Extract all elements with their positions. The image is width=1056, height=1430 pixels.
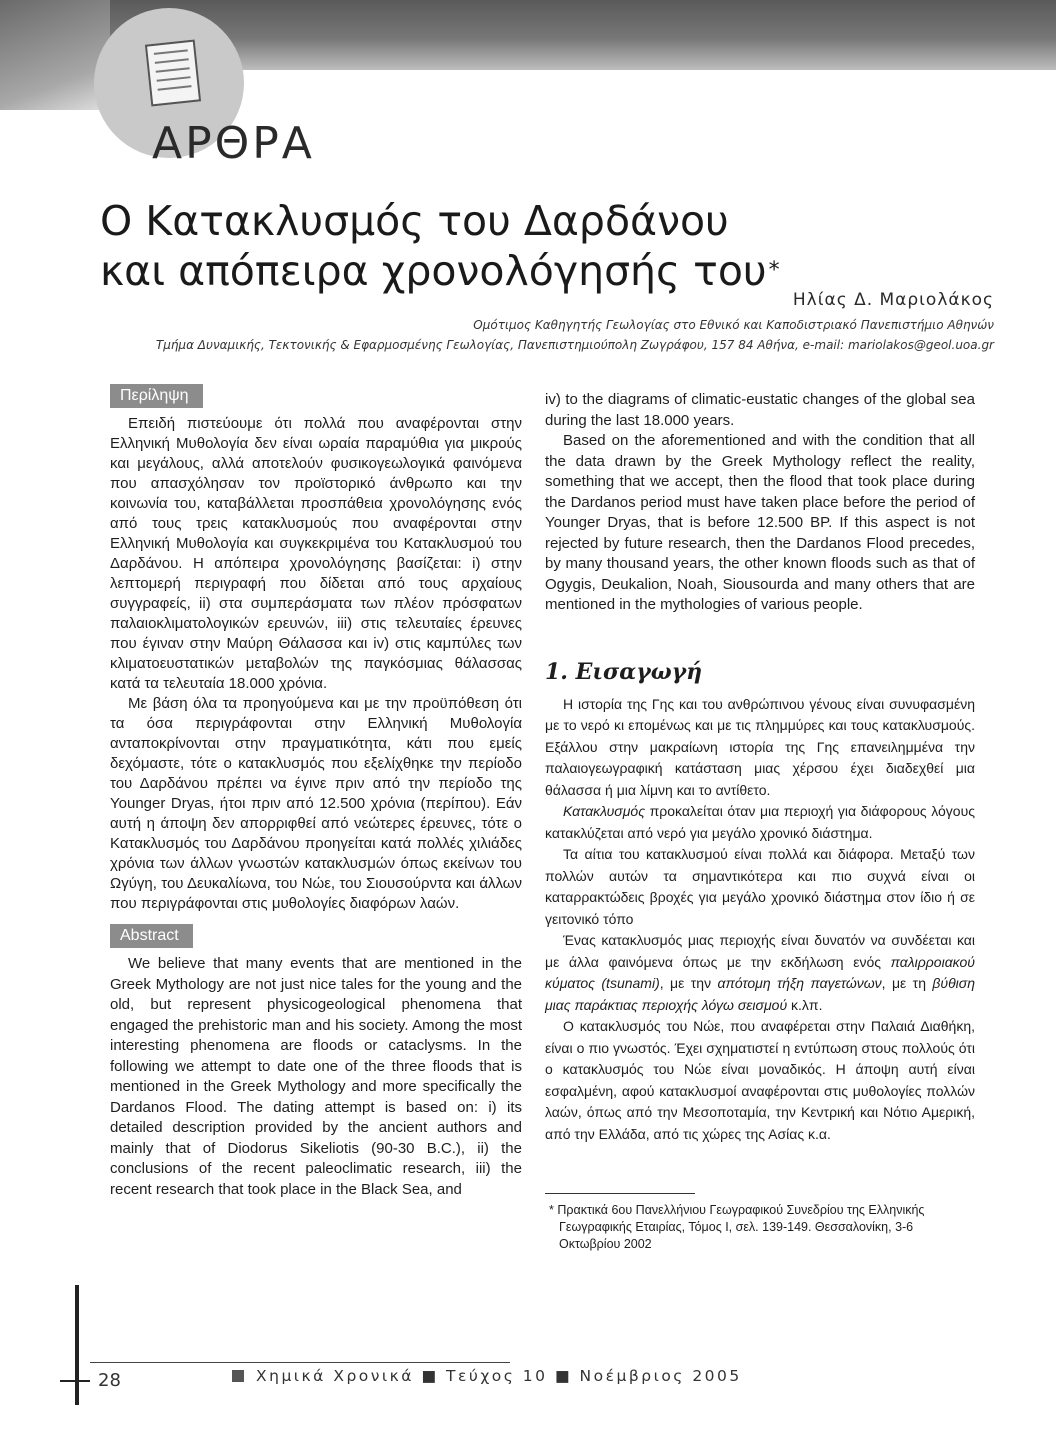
abstract-paragraph-1-cont: iv) to the diagrams of climatic-eustatic changes of the global sea during the last 18.000 years. <box>545 391 975 429</box>
intro-body <box>545 694 975 1146</box>
footer-square-icon <box>232 1370 244 1382</box>
left-column <box>110 384 522 1200</box>
right-column <box>545 390 975 1253</box>
section-label: ΑΡΘΡΑ <box>152 118 315 169</box>
margin-bar <box>75 1285 79 1405</box>
author-name: Ηλίας Δ. Μαριολάκος <box>792 290 994 310</box>
journal-footer: Χημικά Χρονικά ■ Τεύχος 10 ■ Νοέμβριος 2005 <box>256 1367 742 1385</box>
abstract-continued <box>545 390 975 616</box>
author-affiliation-2: Τμήμα Δυναμικής, Τεκτονικής & Εφαρμοσμένης Γεωλογίας, Πανεπιστημιούπολη Ζωγράφου, 157 84 Αθήνα, e-mail: mariolakos@geol.uoa.gr <box>155 338 994 352</box>
title-footnote-mark: * <box>768 258 780 283</box>
intro-paragraph-1: Η ιστορία της Γης και του ανθρώπινου γένους είναι συνυφασμένη με το νερό κι επομένως και με τις πλημμύρες και τους κατακλυσμούς. Εξάλλου στην μακραίωνη ιστορία της Γης επανειλημμένα την παλαιογεωγραφική κατάσταση μιας χέρσου έχει διαδεχθεί μια θάλασσα ή μια λίμνη και το αντίθετο. <box>545 695 975 798</box>
intro-paragraph-2-text: προκαλείται όταν μια περιοχή για διάφορους λόγους κατακλύζεται από νερό για μεγάλο χρονικό διάστημα. <box>545 803 975 841</box>
p4-text-a: Ένας κατακλυσμός μιας περιοχής είναι δυνατόν να συνδέεται και με άλλα φαινόμενα όπως με την εκδήλωση ενός <box>545 932 975 970</box>
intro-paragraph-3: Τα αίτια του κατακλυσμού είναι πολλά και διάφορα. Μεταξύ των πολλών αυτών τα σημαντικότερα και πιο συχνά είναι οι καταρρακτώδεις βροχές για μεγάλο χρονικό διάστημα στον ίδιο ή σε γειτονικό τόπο <box>545 846 975 927</box>
p4-emph-3: βύθιση μιας παράκτιας περιοχής λόγω σεισμού <box>545 975 976 1013</box>
article-title <box>100 196 800 296</box>
p4-text-c: , με τη <box>881 975 933 991</box>
footnote: * Πρακτικά 6ου Πανελλήνιου Γεωγραφικού Συνεδρίου της Ελληνικής Γεωγραφικής Εταιρίας, Τόμος Ι, σελ. 139-149. Θεσσαλονίκη, 3-6 Οκτωβρίου 2002 <box>549 1203 925 1251</box>
summary-paragraph-2: Με βάση όλα τα προηγούμενα και με την προϋπόθεση ότι τα όσα περιγράφονται στην Ελληνική Μυθολογία ανταποκρίνονται στην πραγματικότητα, κάτι που εμείς δεχόμαστε, τότε ο κατακλυσμός που εξελίχθηκε την περίοδο του Δαρδάνου πρέπει να έγινε πριν από την περίοδο της Younger Dryas, ήτοι πριν από 12.500 χρόνια (περίπου). Εάν αυτή η άποψη δεν απορριφθεί από νεώτερες έρευνες, τότε ο Κατακλυσμός του Δαρδάνου προηγείται κατά πολλές χιλιάδες χρόνια των άλλων γνωστών κατακλυσμών όπως εκείνων του Ωγύγη, του Δευκαλίωνα, του Νώε, του Σιουσούρντα και άλλων που περιγράφονται στις μυθολογίες διαφόρων λαών. <box>110 695 522 912</box>
p4-emph-1: παλιρροιακού κύματος (tsunami) <box>545 953 975 991</box>
abstract-paragraph-2: Based on the aforementioned and with the condition that all the data drawn by the Greek Mythology reflect the reality, something that we accept, then the flood that took place during the Dardanos period must have taken place before the period of Younger Dryas, that is before 12.500 BP. If this aspect is not rejected by future research, then the Dardanos Flood precedes, by many thousand years, the other known floods such as that of Ogygis, Deukalion, Noah, Siousourda and many others that are mentioned in the mythologies of various people. <box>545 432 975 613</box>
abstract-label: Abstract <box>110 924 193 948</box>
author-affiliation-1: Ομότιμος Καθηγητής Γεωλογίας στο Εθνικό και Καποδιστριακό Πανεπιστήμιο Αθηνών <box>473 318 994 332</box>
summary-label: Περίληψη <box>110 384 203 408</box>
p4-text-d: κ.λπ. <box>787 996 823 1013</box>
title-line-1: Ο Κατακλυσμός του Δαρδάνου <box>100 197 729 245</box>
summary-paragraph-1: Επειδή πιστεύουμε ότι πολλά που αναφέρονται στην Ελληνική Μυθολογία δεν είναι ωραία παραμύθια για μικρούς και μεγάλους, αλλά αποτελούν φυσικογεωλογικά φαινόμενα που απασχόλησαν τον προϊστορικό άνθρωπο και την κοινωνία του, καταβάλλεται προσπάθεια χρονολόγησης ενός από τους τρεις κατακλυσμούς που αναφέρονται στην Ελληνική Μυθολογία και συγκεκριμένα του Κατακλυσμού του Δαρδάνου. Η απόπειρα χρονολόγησης βασίζεται: i) στην λεπτομερή περιγραφή που δίδεται από τους αρχαίους συγγραφείς, ii) στα συμπεράσματα των πλέον πρόσφατων παλαιοκλιματολογικών ερευνών, iii) στις τελευταίες έρευνες που έγιναν στην Μαύρη Θάλασσα και iv) στις καμπύλες των κλιματοευστατικών μεταβολών της παγκόσμιας θάλασσας κατά τα τελευταία 18.000 χρόνια. <box>110 415 522 692</box>
intro-heading: 1. Εισαγωγή <box>545 658 703 685</box>
intro-paragraph-5: Ο κατακλυσμός του Νώε, που αναφέρεται στην Παλαιά Διαθήκη, είναι ο πιο γνωστός. Έχει σχηματιστεί η εντύπωση στους πολλούς ότι ο κατακλυσμός του Νώε είναι μοναδικός. Η άποψη αυτή είναι εσφαλμένη, αφού κατακλυσμοί αναφέρονται στις μυθολογίες πολλών λαών, όπως από την Μεσοποταμία, την Κεντρική και Νότιο Αμερική, από την Ελλάδα, από τις χώρες της Ασίας κ.α. <box>545 1018 975 1142</box>
p4-emph-2: απότομη τήξη παγετώνων <box>717 975 882 991</box>
p4-text-b: , με την <box>659 975 718 991</box>
intro-paragraph-2 <box>545 801 975 844</box>
footer-rule <box>90 1362 510 1363</box>
title-line-2: και απόπειρα χρονολόγησής του <box>100 247 767 295</box>
intro-paragraph-4 <box>545 930 975 1016</box>
intro-term: Κατακλυσμός <box>563 803 646 819</box>
document-icon <box>145 40 201 107</box>
footnote-rule <box>545 1193 695 1194</box>
abstract-body <box>110 954 522 1200</box>
margin-mark <box>60 1380 90 1382</box>
abstract-paragraph-1: We believe that many events that are mentioned in the Greek Mythology are not just nice tales for the young and the old, but represent physicogeological phenomena that engaged the prehistoric man and his society. Among the most interesting phenomena are floods or cataclysms. In the following we attempt to date one of the three floods that is mentioned in the Greek Mythology and more specifically the Dardanos Flood. The dating attempt is based on: i) its detailed description provided by the ancient authors and mainly that of Diodorus Sikeliotis (90-30 B.C.), ii) the conclusions of the recent paleoclimatic research, iii) the recent research that took place in the Black Sea, and <box>110 955 522 1198</box>
page-number: 28 <box>98 1370 121 1391</box>
header-corner <box>0 0 110 110</box>
